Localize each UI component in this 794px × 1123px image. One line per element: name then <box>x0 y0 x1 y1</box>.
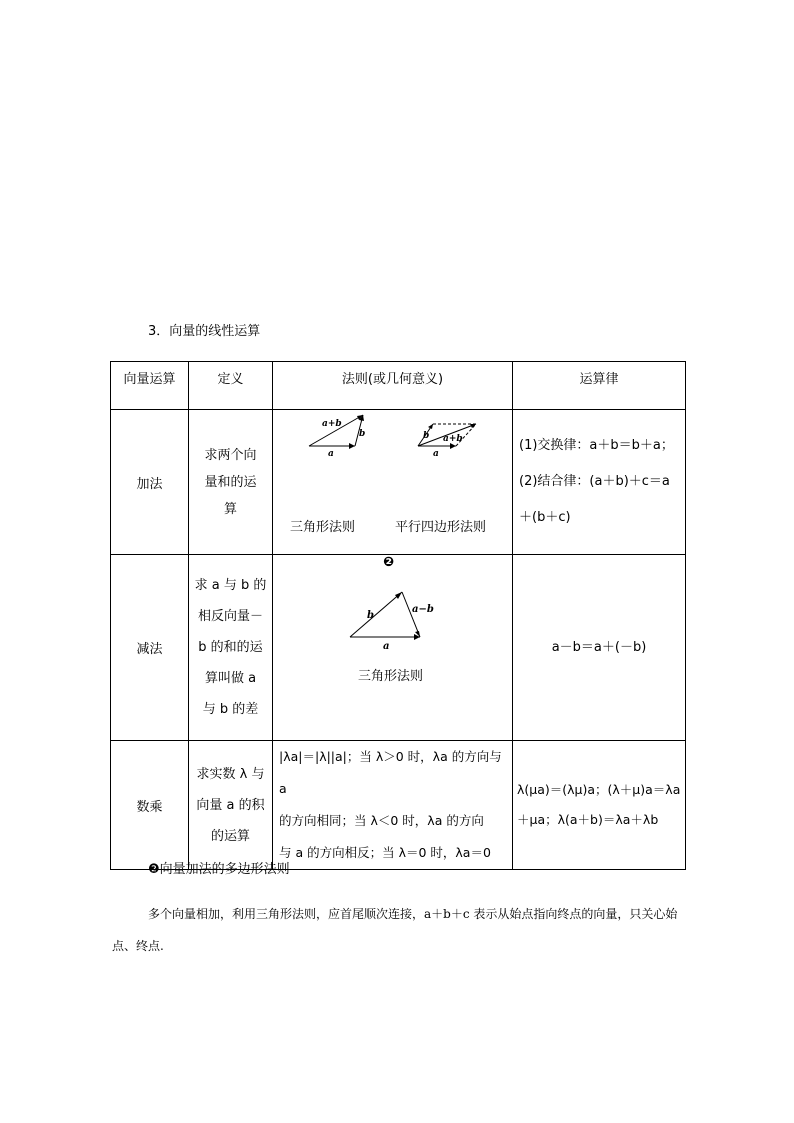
label-a: a <box>433 449 439 459</box>
footnote-marker: ❷ <box>383 555 395 570</box>
triangle-rule-caption: 三角形法则 <box>290 520 356 535</box>
header-definition: 定义 <box>189 362 273 410</box>
law-line: (1)交换律：a＋b＝b＋a； <box>519 438 674 453</box>
law-line: ＋μa；λ(a＋b)＝λa＋λb <box>517 812 659 827</box>
rule-addition <box>273 410 513 570</box>
definition-line: 算叫做 a <box>204 671 257 686</box>
definition-line: 算 <box>223 501 237 517</box>
table-row-scalar-multiplication <box>111 741 686 870</box>
section-heading: 3．向量的线性运算 <box>148 324 261 339</box>
header-rule: 法则(或几何意义) <box>273 362 513 410</box>
definition-line: 量和的运 <box>204 474 257 490</box>
operation-name-scalar: 数乘 <box>111 741 189 870</box>
rule-line: 与 a 的方向相反；当 λ＝0 时，λa＝0 <box>279 845 491 860</box>
note-title: ❷向量加法的多边形法则 <box>148 862 290 877</box>
definition-scalar <box>189 741 273 870</box>
definition-line: 求实数 λ 与 <box>196 766 265 782</box>
law-line: ＋(b＋c) <box>519 510 571 525</box>
law-line: (2)结合律：(a＋b)＋c＝a <box>519 474 670 489</box>
definition-line: 求 a 与 b 的 <box>194 578 267 593</box>
definition-line: 相反向量－ <box>197 609 263 624</box>
definition-line: 与 b 的差 <box>202 702 259 717</box>
definition-line: b 的和的运 <box>198 640 263 655</box>
rule-scalar <box>273 741 513 870</box>
laws-scalar <box>513 741 686 870</box>
definition-line: 求两个向 <box>204 447 257 463</box>
label-a: a <box>383 641 390 652</box>
rule-line: |λa|＝|λ||a|；当 λ＞0 时，λa 的方向与 a <box>279 749 502 796</box>
label-a: a <box>328 449 334 459</box>
label-sum: a+b <box>322 419 342 429</box>
definition-addition <box>189 410 273 555</box>
label-difference: a−b <box>412 604 434 615</box>
operation-name-subtraction: 减法 <box>111 555 189 741</box>
label-b: b <box>367 610 374 621</box>
table-row-addition <box>111 410 686 555</box>
table-row-subtraction <box>111 555 686 741</box>
rule-line: 的方向相同；当 λ＜0 时，λa 的方向 <box>279 813 484 828</box>
label-b: b <box>359 429 366 439</box>
header-operation: 向量运算 <box>111 362 189 410</box>
note-body: 多个向量相加，利用三角形法则，应首尾顺次连接，a＋b＋c 表示从始点指向终点的向量，只关心始点、终点. <box>112 907 678 953</box>
laws-addition <box>513 410 686 555</box>
subtraction-rule-caption: 三角形法则 <box>358 669 424 684</box>
operation-name-addition: 加法 <box>111 410 189 555</box>
subtraction-triangle-diagram <box>273 555 513 740</box>
rule-subtraction <box>273 555 513 741</box>
header-laws: 运算律 <box>513 362 686 410</box>
definition-line: 向量 a 的积 <box>196 797 265 813</box>
vector-operations-table <box>110 361 686 870</box>
law-line: λ(μa)＝(λμ)a；(λ＋μ)a＝λa <box>517 782 681 797</box>
parallelogram-rule-caption: 平行四边形法则 <box>395 520 487 535</box>
label-sum: a+b <box>443 434 463 444</box>
definition-line: 的运算 <box>210 828 250 844</box>
definition-subtraction <box>189 555 273 741</box>
table-header-row <box>111 362 686 410</box>
law-subtraction: a－b＝a＋(－b) <box>513 555 686 741</box>
label-b: b <box>423 431 430 441</box>
